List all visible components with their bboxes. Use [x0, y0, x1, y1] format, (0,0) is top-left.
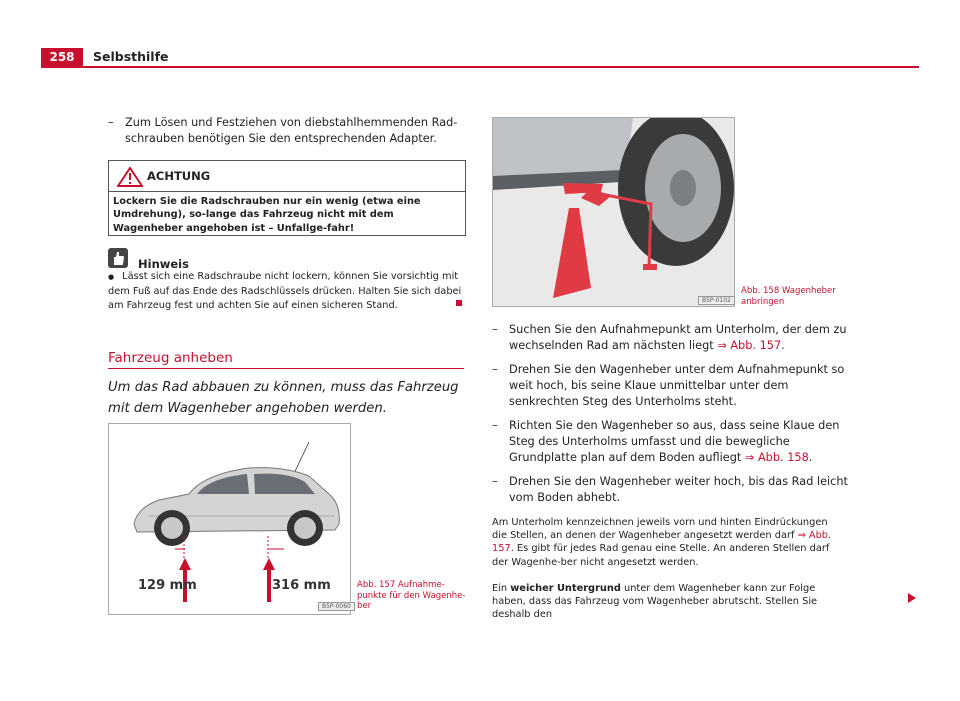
- running-header: Selbsthilfe: [93, 49, 169, 64]
- paragraph-untergrund: [492, 582, 848, 622]
- warning-triangle-icon: [117, 167, 143, 187]
- paragraph-text: Ein: [492, 583, 511, 594]
- end-marker: [456, 300, 462, 306]
- step-text: Drehen Sie den Wagenheber weiter hoch, bis das Rad leicht vom Boden abhebt.: [509, 475, 848, 504]
- caption-line: anbringen: [741, 296, 785, 307]
- paragraph-unterholm: [492, 516, 844, 569]
- list-item-text: Zum Lösen und Festziehen von diebstahlhemmenden Rad-schrauben benötigen Sie den entsprechenden Adapter.: [125, 116, 458, 145]
- caption-line: punkte für den Wagenhe-: [357, 590, 466, 601]
- dash-marker: –: [492, 419, 498, 432]
- figure-157-caption: [357, 580, 467, 612]
- note-title: Hinweis: [138, 257, 189, 271]
- warning-text: Lockern Sie die Radschrauben nur ein wenig (etwa eine Umdrehung), so-lange das Fahrzeug nicht mit dem Wagenheber angehoben ist – Unfallge-fahr!: [113, 196, 421, 234]
- measure-front-label: 129 mm: [138, 578, 197, 593]
- header-rule: [41, 66, 919, 68]
- caption-line: Abb. 157 Aufnahme-: [357, 580, 445, 590]
- warning-header: [109, 161, 465, 192]
- list-item-step-4: [492, 474, 850, 506]
- dash-marker: –: [492, 475, 498, 488]
- note-text: [108, 270, 464, 312]
- caption-line: ber: [357, 601, 372, 611]
- page-number: 258: [41, 48, 83, 66]
- section-rule: [108, 368, 464, 369]
- list-item-step-1: [492, 322, 850, 354]
- figure-158-image: [492, 117, 735, 307]
- note-icon: [108, 248, 128, 268]
- step-end: .: [781, 339, 785, 352]
- note-body: Lässt sich eine Radschraube nicht lockern, können Sie vorsichtig mit dem Fuß auf das Ende des Radschlüssels drücken. Halten Sie sich dabei am Fahrzeug fest und achten Sie auf einen sicheren Stand.: [108, 271, 462, 311]
- emphasis-text: weicher Untergrund: [510, 583, 621, 594]
- figure-158-code: B5P-0102: [698, 296, 735, 305]
- step-text: Drehen Sie den Wagenheber unter dem Aufnahmepunkt so weit hoch, bis seine Klaue unmittelbar unter dem senkrechten Steg des Unterholms steht.: [509, 363, 845, 408]
- paragraph-text: unter dem Wagenheber kann zur Folge haben, dass das Fahrzeug vom Wagenheber abrutscht. Stellen Sie deshalb den: [492, 583, 818, 621]
- warning-title: ACHTUNG: [147, 169, 211, 183]
- dash-marker: –: [108, 116, 114, 129]
- figure-157-code: B5P-0060: [318, 602, 355, 611]
- list-item-adapter: [108, 115, 464, 147]
- note-bullet: ●: [108, 273, 115, 281]
- warning-box: [108, 160, 466, 236]
- step-text: Richten Sie den Wagenheber so aus, dass seine Klaue den Steg des Unterholms umfasst und die bewegliche Grundplatte plan auf dem Boden aufliegt: [509, 419, 840, 464]
- figure-158-caption: [741, 286, 851, 307]
- figure-reference-link[interactable]: ⇒ Abb. 157: [717, 339, 782, 352]
- figure-reference-link[interactable]: ⇒ Abb. 157: [492, 530, 832, 555]
- paragraph-text: . Es gibt für jedes Rad genau eine Stelle. An anderen Stellen darf der Wagenhe-ber nicht angesetzt werden.: [492, 543, 830, 568]
- dash-marker: –: [492, 323, 498, 336]
- step-end: .: [808, 451, 813, 464]
- list-item-step-3: [492, 418, 850, 466]
- section-heading: Fahrzeug anheben: [108, 350, 233, 366]
- paragraph-text: Am Unterholm kennzeichnen jeweils vorn und hinten Eindrückungen die Stellen, an denen der Wagenheber angesetzt werden darf: [492, 517, 828, 542]
- figure-reference-link[interactable]: ⇒ Abb. 158: [744, 451, 809, 464]
- caption-line: Abb. 158 Wagenheber: [741, 286, 836, 296]
- section-intro: Um das Rad abbauen zu können, muss das Fahrzeug mit dem Wagenheber angehoben werden.: [108, 380, 459, 416]
- list-item-step-2: [492, 362, 850, 410]
- measure-rear-label: 316 mm: [272, 578, 331, 593]
- step-text: Suchen Sie den Aufnahmepunkt am Unterholm, der dem zu wechselnden Rad am nächsten liegt: [509, 323, 847, 352]
- continue-arrow-icon: [908, 593, 916, 603]
- dash-marker: –: [492, 363, 498, 376]
